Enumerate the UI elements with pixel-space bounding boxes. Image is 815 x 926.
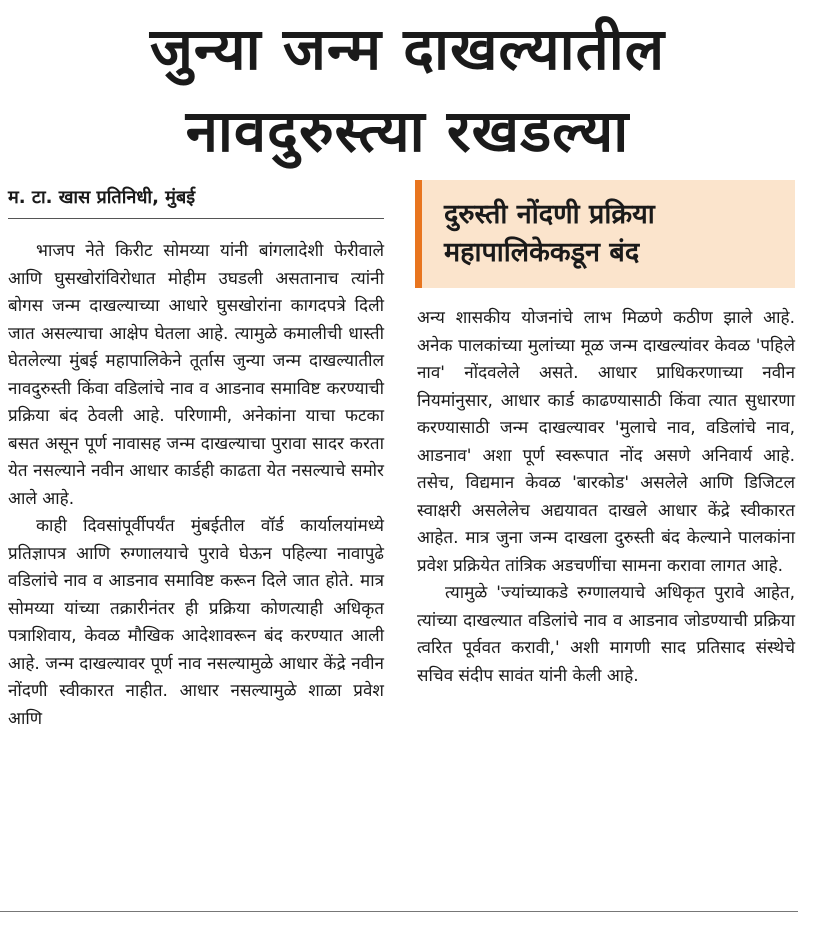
left-paragraph-2: काही दिवसांपूर्वीपर्यंत मुंबईतील वॉर्ड कार्यालयांमध्ये प्रतिज्ञापत्र आणि रुग्णालयाचे पुरावे घेऊन पहिल्या नावापुढे वडिलांचे नाव व आडनाव समाविष्ट करून दिले जात होते. मात्र सोमय्या यांच्या तक्रारीनंतर ही प्रक्रिया कोणत्याही अधिकृत पत्राशिवाय, केवळ मौखिक आदेशावरून बंद करण्यात आली आहे. जन्म दाखल्यावर पूर्ण नाव नसल्यामुळे आधार केंद्रे नवीन नोंदणी स्वीकारत नाहीत. आधार नसल्यामुळे शाळा प्रवेश आणि: [8, 516, 384, 729]
byline: म. टा. खास प्रतिनिधी, मुंबई: [8, 184, 384, 219]
headline-line-1: जुन्या जन्म दाखल्यातील: [149, 15, 666, 83]
bottom-divider: [0, 911, 798, 912]
subhead-line-2: महापालिकेकडून बंद: [444, 237, 640, 268]
right-paragraph-1: अन्य शासकीय योजनांचे लाभ मिळणे कठीण झाले आहे. अनेक पालकांच्या मुलांच्या मूळ जन्म दाखल्यांवर केवळ 'पहिले नाव' नोंदवलेले असते. आधार प्राधिकरणाच्या नवीन नियमांनुसार, आधार कार्ड काढण्यासाठी किंवा त्यात सुधारणा करण्यासाठी जन्म दाखल्यावर 'मुलाचे नाव, वडिलांचे नाव, आडनाव' अशा पूर्ण स्वरूपात नोंद असणे अनिवार्य आहे. तसेच, विद्यमान केवळ 'बारकोड' असलेले आणि डिजिटल स्वाक्षरी असलेलेच अद्ययावत दाखले आधार केंद्रे स्वीकारत आहेत. मात्र जुना जन्म दाखला दुरुस्ती बंद केल्याने पालकांना प्रवेश प्रक्रियेत तांत्रिक अडचणींचा सामना करावा लागत आहे.: [417, 308, 795, 576]
headline: [0, 8, 815, 172]
right-paragraph-2: त्यामुळे 'ज्यांच्याकडे रुग्णालयाचे अधिकृत पुरावे आहेत, त्यांच्या दाखल्यात वडिलांचे नाव व आडनाव जोडण्याची प्रक्रिया त्वरित पूर्ववत करावी,' अशी मागणी साद प्रतिसाद संस्थेचे सचिव संदीप सावंत यांनी केली आहे.: [417, 583, 795, 686]
left-column: [8, 238, 384, 733]
right-column: [417, 305, 795, 690]
headline-line-2: नावदुरुस्त्या रखडल्या: [185, 97, 630, 165]
left-paragraph-1: भाजप नेते किरीट सोमय्या यांनी बांगलादेशी फेरीवाले आणि घुसखोरांविरोधात मोहीम उघडली असतानाच त्यांनी बोगस जन्म दाखल्याच्या आधारे घुसखोरांना कागदपत्रे दिली जात असल्याचा आक्षेप घेतला आहे. त्यामुळे कमालीची धास्ती घेतलेल्या मुंबई महापालिकेने तूर्तास जुन्या जन्म दाखल्यातील नावदुरुस्ती किंवा वडिलांचे नाव व आडनाव समाविष्ट करण्याची प्रक्रिया बंद ठेवली आहे. परिणामी, अनेकांना याचा फटका बसत असून पूर्ण नावासह जन्म दाखल्याचा पुरावा सादर करता येत नसल्याने नवीन आधार कार्डही काढता येत नसल्याचे समोर आले आहे.: [8, 241, 384, 509]
subhead-line-1: दुरुस्ती नोंदणी प्रक्रिया: [444, 199, 655, 230]
subhead-box: [415, 180, 795, 288]
